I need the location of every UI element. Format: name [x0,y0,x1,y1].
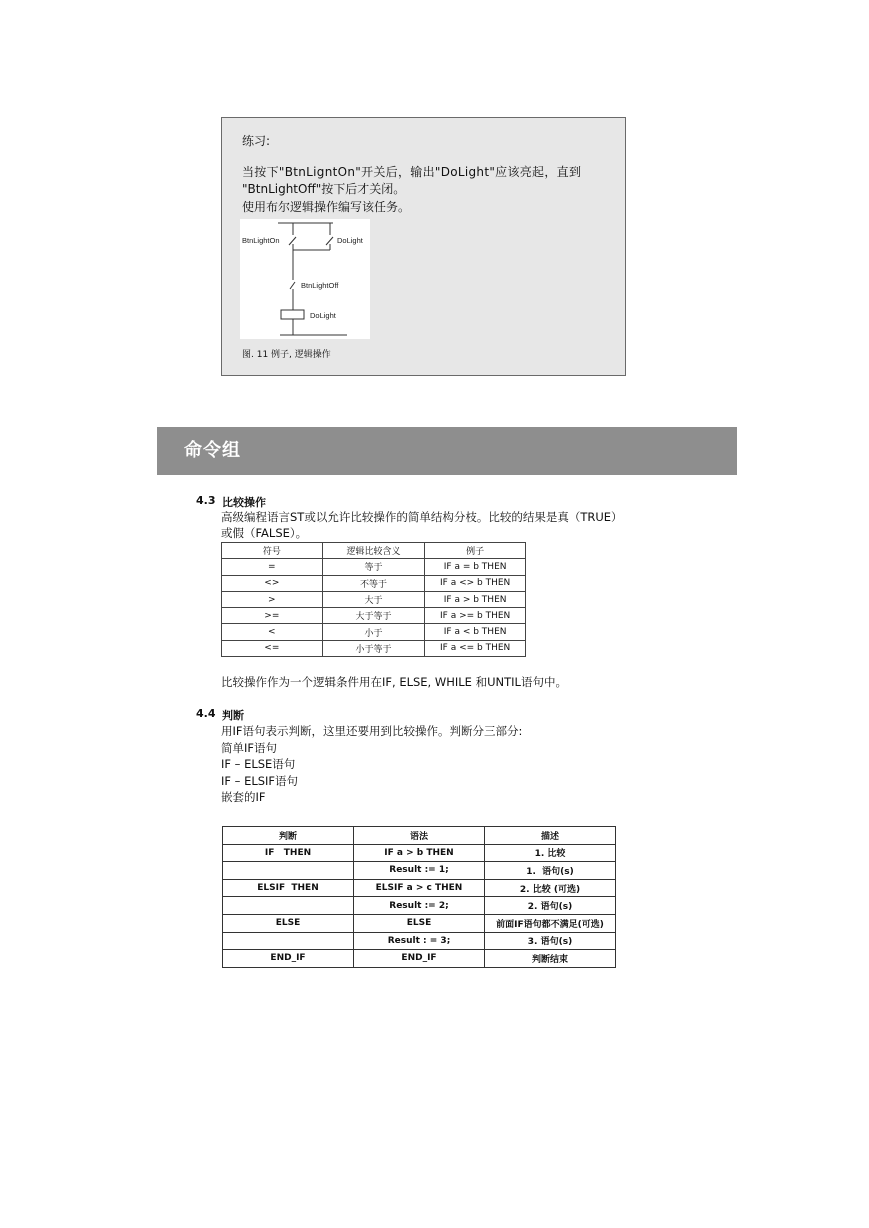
table-header-row [223,827,616,845]
table-cell: END_IF [223,950,354,968]
exercise-title: 练习: [242,134,271,148]
table-cell: 小于 [322,624,425,640]
table-cell: 3. 语句(s) [485,932,616,950]
exercise-box [221,117,626,376]
section-4-3-number: 4.3 [196,494,216,507]
table-cell: 大于等于 [322,608,425,624]
table-row [222,624,526,640]
figure-caption: 图. 11 例子, 逻辑操作 [242,350,331,360]
table-cell: ELSIF a > c THEN [354,879,485,897]
table-cell [223,932,354,950]
diagram-label-coil: DoLight [310,311,336,320]
table-row [222,559,526,575]
section-header-bar [157,427,737,475]
section-4-4-number: 4.4 [196,707,216,720]
table-cell: <> [222,575,323,591]
table-row [222,575,526,591]
section-4-4-title: 判断 [222,709,244,722]
table-header-cell: 判断 [223,827,354,845]
table-cell: 2. 语句(s) [485,897,616,915]
table-cell [223,862,354,880]
table-header-cell: 描述 [485,827,616,845]
table-header-cell: 符号 [222,543,323,559]
table-row [223,932,616,950]
section-4-4-list-item: IF – ELSE语句 [221,757,296,771]
diagram-label-btnlightoff: BtnLightOff [301,281,339,290]
table-row [223,897,616,915]
table-cell: IF a > b THEN [425,591,526,607]
table-cell: 判断结束 [485,950,616,968]
table-cell: > [222,591,323,607]
table-cell: IF a = b THEN [425,559,526,575]
exercise-text-line1: 当按下"BtnLigntOn"开关后，输出"DoLight"应该亮起，直到 [242,165,582,179]
diagram-label-dolight-contact: DoLight [337,236,363,245]
table-cell: < [222,624,323,640]
comparison-table [221,542,526,657]
table-cell [223,897,354,915]
table-header-row [222,543,526,559]
table-cell: <= [222,640,323,656]
table-row [223,844,616,862]
section-header-title: 命令组 [184,440,241,461]
table-cell: 大于 [322,591,425,607]
exercise-text-line2: "BtnLightOff"按下后才关闭。 [242,182,406,196]
table-cell: = [222,559,323,575]
section-4-3-after-text: 比较操作作为一个逻辑条件用在IF, ELSE, WHILE 和UNTIL语句中。 [221,675,567,689]
table-header-cell: 例子 [425,543,526,559]
section-4-3-text-line1: 高级编程语言ST或以允许比较操作的简单结构分枝。比较的结果是真（TRUE） [221,510,623,524]
section-4-4-text-line: 用IF语句表示判断，这里还要用到比较操作。判断分三部分: [221,724,523,738]
table-cell: IF a > b THEN [354,844,485,862]
table-cell: Result := 2; [354,897,485,915]
table-cell: ELSE [223,914,354,932]
table-row [222,591,526,607]
table-cell: IF a < b THEN [425,624,526,640]
table-cell: ELSE [354,914,485,932]
table-row [223,879,616,897]
table-cell: 等于 [322,559,425,575]
table-cell: IF a <= b THEN [425,640,526,656]
if-statement-table [222,826,616,968]
table-row [222,640,526,656]
table-cell: 1. 语句(s) [485,862,616,880]
table-row [223,862,616,880]
table-cell: ELSIF THEN [223,879,354,897]
table-header-cell: 语法 [354,827,485,845]
diagram-label-btnlighton: BtnLightOn [242,236,280,245]
section-4-3-text-line2: 或假（FALSE）。 [221,526,308,540]
table-cell: 前面IF语句都不满足(可选) [485,914,616,932]
table-cell: Result : = 3; [354,932,485,950]
table-cell: 小于等于 [322,640,425,656]
table-row [223,914,616,932]
table-cell: IF THEN [223,844,354,862]
table-cell: 不等于 [322,575,425,591]
section-4-3-title: 比较操作 [222,496,266,509]
ladder-diagram [240,219,370,339]
exercise-text-line3: 使用布尔逻辑操作编写该任务。 [242,200,411,214]
section-4-4-list-item: 嵌套的IF [221,790,266,804]
table-cell: 2. 比较 (可选) [485,879,616,897]
table-cell: 1. 比较 [485,844,616,862]
section-4-4-list-item: 简单IF语句 [221,741,278,755]
table-row [222,608,526,624]
table-header-cell: 逻辑比较含义 [322,543,425,559]
section-4-4-list-item: IF – ELSIF语句 [221,774,299,788]
table-row [223,950,616,968]
table-cell: IF a >= b THEN [425,608,526,624]
table-cell: >= [222,608,323,624]
table-cell: END_IF [354,950,485,968]
table-cell: IF a <> b THEN [425,575,526,591]
table-cell: Result := 1; [354,862,485,880]
